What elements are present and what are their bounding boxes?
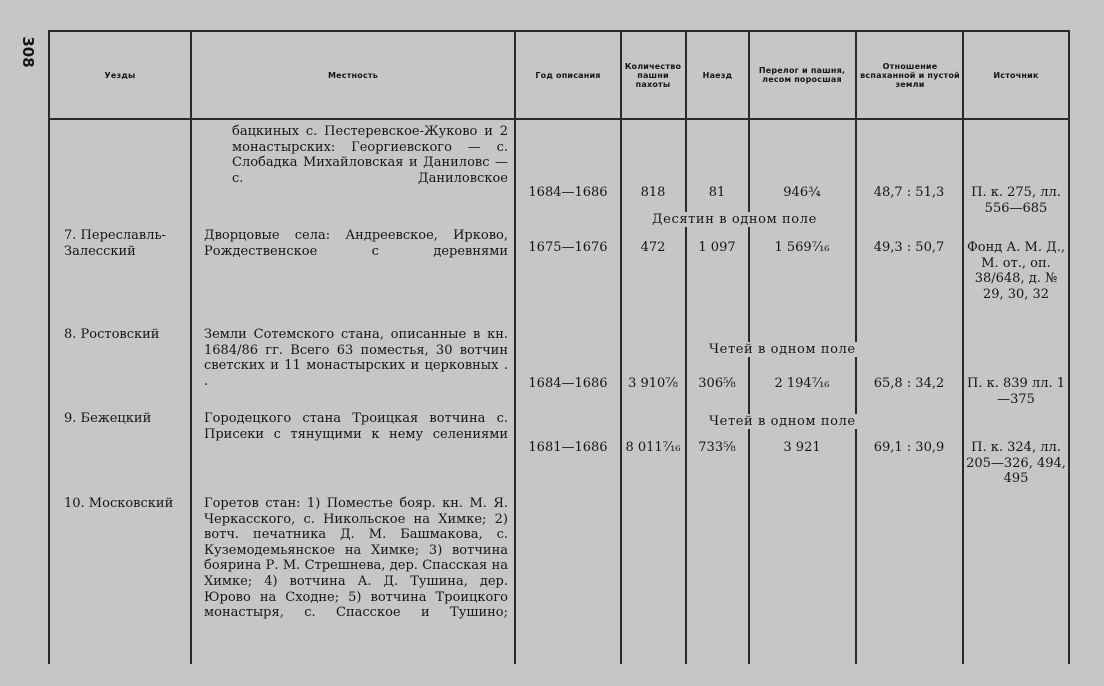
unit-note: Десятин в одном поле (648, 212, 821, 227)
row-pashnya: 3 910⁷⁄₈ (628, 376, 678, 391)
row-year: 1675—1676 (528, 240, 608, 255)
row-year: 1681—1686 (528, 440, 608, 455)
row-pashnya: 8 011⁷⁄₁₆ (625, 440, 681, 455)
column-divider (685, 30, 687, 664)
row-year: 1684—1686 (528, 185, 608, 200)
row-perelog: 946¾ (783, 185, 821, 200)
row-naezd: 1 097 (698, 240, 736, 255)
header-bottom-rule (48, 118, 1070, 120)
column-divider (962, 30, 964, 664)
row-naezd: 733⁵⁄₈ (698, 440, 736, 455)
row-place: бацкиных с. Пестеревское-Жуково и 2 монастырских: Георгиевского — с. Слобадка Михайловская и Даниловс — с. Даниловское (232, 124, 508, 186)
row-ratio: 49,3 : 50,7 (873, 240, 945, 255)
table-left-rule (48, 30, 50, 664)
row-source: П. к. 275, лл. 556—685 (971, 185, 1061, 216)
row-district: 7. Переславль-Залесский (64, 228, 166, 259)
column-divider (514, 30, 516, 664)
row-pashnya: 818 (640, 185, 666, 200)
row-year: 1684—1686 (528, 376, 608, 391)
row-district: 9. Бежецкий (64, 411, 152, 426)
header-naezd: Наезд (702, 70, 733, 80)
row-source: Фонд А. М. Д., М. от., оп. 38/648, д. № 29, 30, 32 (967, 240, 1065, 302)
row-naezd: 306⁵⁄₈ (698, 376, 736, 391)
row-naezd: 81 (708, 185, 726, 200)
unit-note: Четей в одном поле (705, 342, 860, 357)
row-perelog: 1 569⁷⁄₁₆ (774, 240, 830, 255)
column-divider (620, 30, 622, 664)
header-mestnost: Местность (327, 70, 379, 80)
row-ratio: 69,1 : 30,9 (873, 440, 945, 455)
header-pashnya: Количество пашни пахоты (624, 61, 682, 89)
row-source: П. к. 324, лл. 205—326, 494, 495 (966, 440, 1066, 487)
row-place: Горетов стан: 1) Поместье бояр. кн. М. Я. Черкасского, с. Никольское на Химке; 2) вотч. печатника Д. М. Башмакова, с. Куземодемьянское на Химке; 3) вотчина боярина Р. М. Стрешнева, дер. Спасская на Химке; 4) вотчина А. Д. Тушина, дер. Юрово на Сходне; 5) вотчина Троицкого монастыря, с. Спасское и Тушино; (204, 496, 508, 621)
header-istochnik: Источник (993, 70, 1039, 80)
header-otnoshenie: Отношение вспаханной и пустой земли (860, 61, 960, 89)
row-perelog: 3 921 (783, 440, 821, 455)
row-ratio: 65,8 : 34,2 (873, 376, 945, 391)
page-number: 308 (19, 36, 37, 68)
header-uezd: Уезды (104, 70, 136, 80)
column-divider (190, 30, 192, 664)
row-place: Городецкого стана Троицкая вотчина с. Присеки с тянущими к нему селениями (204, 411, 508, 442)
header-god: Год описания (535, 70, 601, 80)
row-perelog: 2 194⁷⁄₁₆ (774, 376, 830, 391)
row-pashnya: 472 (640, 240, 666, 255)
row-district: 8. Ростовский (64, 327, 160, 342)
table-right-rule (1068, 30, 1070, 664)
header-perelog: Перелог и пашня, лесом поросшая (758, 66, 846, 84)
row-source: П. к. 839 лл. 1—375 (967, 376, 1065, 407)
row-district: 10. Московский (64, 496, 174, 511)
row-place: Земли Сотемского стана, описанные в кн. 1684/86 гг. Всего 63 поместья, 30 вотчин светских и 11 монастырских и церковных . . (204, 327, 508, 389)
row-place: Дворцовые села: Андреевское, Ирково, Рождественское с деревнями (204, 228, 508, 259)
row-ratio: 48,7 : 51,3 (873, 185, 945, 200)
unit-note: Четей в одном поле (705, 414, 860, 429)
